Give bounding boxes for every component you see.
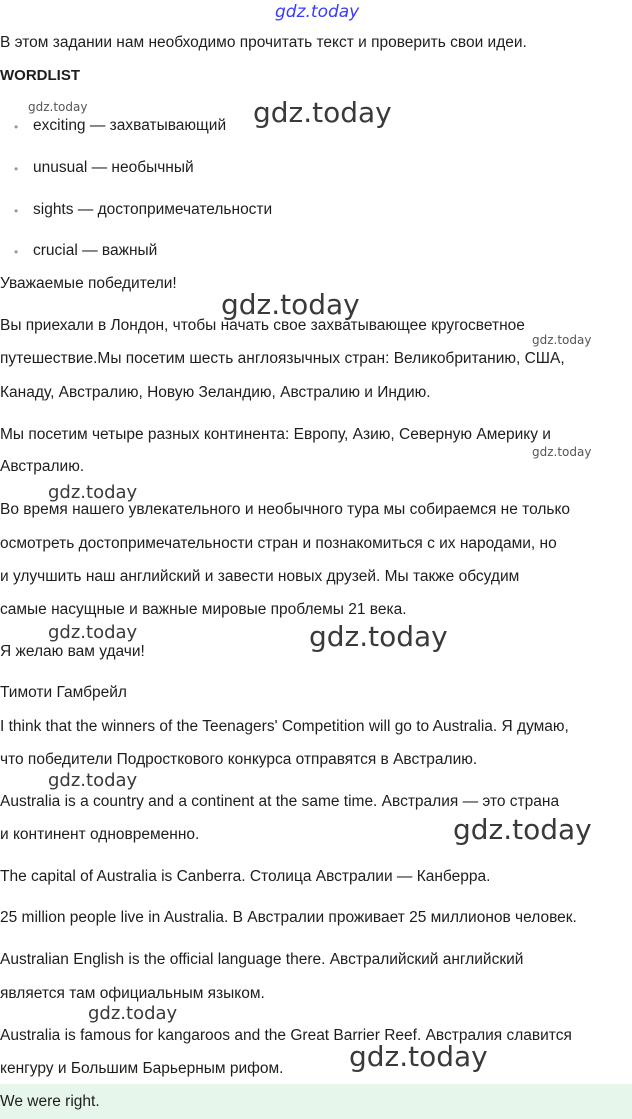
idea-2-line2: и континент одновременно.	[0, 826, 200, 843]
wordlist-item: • exciting — захватывающий	[16, 115, 226, 137]
watermark-mid-4: gdz.today	[88, 1003, 178, 1024]
letter-signature: Тимоти Гамбрейл	[0, 684, 127, 701]
wordlist-item: • crucial — важный	[16, 240, 157, 262]
watermark-small-3: gdz.today	[532, 445, 592, 459]
idea-1-line2: что победители Подросткового конкурса отправятся в Австралию.	[0, 751, 478, 768]
watermark-small-2: gdz.today	[532, 333, 592, 347]
watermark-mid-1: gdz.today	[48, 482, 138, 503]
watermark-big-3: gdz.today	[309, 620, 448, 653]
letter-para1-line2: путешествие.Мы посетим шесть англоязычных стран: Великобританию, США,	[0, 350, 565, 367]
watermark-mid-2: gdz.today	[48, 622, 138, 643]
idea-5-line1: Australian English is the official language there. Австралийский английский	[0, 951, 524, 968]
letter-para1-line3: Канаду, Австралию, Новую Зеландию, Австралию и Индию.	[0, 384, 431, 401]
watermark-big-4: gdz.today	[453, 813, 592, 846]
letter-greeting: Уважаемые победители!	[0, 275, 177, 292]
idea-6-line2: кенгуру и Большим Барьерным рифом.	[0, 1060, 284, 1077]
result-banner	[0, 1084, 632, 1119]
wordlist-item: • unusual — необычный	[16, 157, 194, 179]
watermark-mid-3: gdz.today	[48, 770, 138, 791]
intro-text: В этом задании нам необходимо прочитать текст и проверить свои идеи.	[0, 34, 527, 51]
idea-1-line1: I think that the winners of the Teenagers' Competition will go to Australia. Я думаю,	[0, 718, 569, 735]
watermark-big-2: gdz.today	[221, 288, 360, 321]
idea-6-line1: Australia is famous for kangaroos and the Great Barrier Reef. Австралия славится	[0, 1027, 572, 1044]
letter-para3-line1: Во время нашего увлекательного и необычного тура мы собираемся не только	[0, 501, 571, 518]
wordlist-item: • sights — достопримечательности	[16, 199, 272, 221]
result-text: We were right.	[0, 1093, 100, 1110]
letter-para3-line2: осмотреть достопримечательности стран и познакомиться с их народами, но	[0, 535, 557, 552]
watermark-big-1: gdz.today	[253, 96, 392, 129]
letter-closing: Я желаю вам удачи!	[0, 643, 145, 660]
wordlist-heading: WORDLIST	[0, 67, 80, 84]
letter-para1-line1: Вы приехали в Лондон, чтобы начать свое захватывающее кругосветное	[0, 317, 525, 334]
letter-para2-line2: Австралию.	[0, 458, 85, 475]
idea-4: 25 million people live in Australia. В Австралии проживает 25 миллионов человек.	[0, 909, 577, 926]
idea-2-line1: Australia is a country and a continent at the same time. Австралия — это страна	[0, 793, 560, 810]
watermark-top: gdz.today	[275, 2, 360, 22]
letter-para3-line4: самые насущные и важные мировые проблемы 21 века.	[0, 601, 407, 618]
letter-para3-line3: и улучшить наш английский и завести новых друзей. Мы также обсудим	[0, 568, 520, 585]
letter-para2-line1: Мы посетим четыре разных континента: Европу, Азию, Северную Америку и	[0, 426, 551, 443]
idea-3: The capital of Australia is Canberra. Столица Австралии — Канберра.	[0, 868, 491, 885]
watermark-small-1: gdz.today	[28, 100, 88, 114]
watermark-big-5: gdz.today	[349, 1040, 488, 1073]
idea-5-line2: является там официальным языком.	[0, 985, 265, 1002]
